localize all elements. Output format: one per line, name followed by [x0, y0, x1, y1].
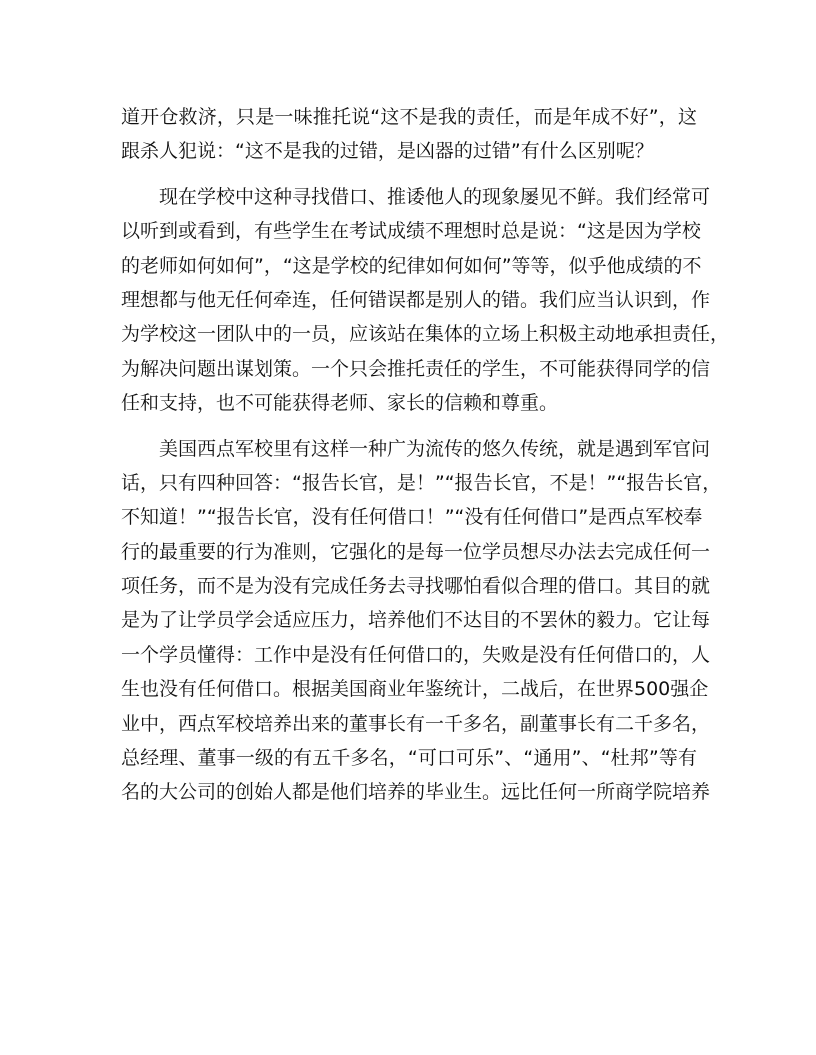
text-line: 业中，西点军校培养出来的董事长有一千多名，副董事长有二千多名，: [121, 712, 711, 735]
paragraph-1: [121, 100, 697, 169]
text-line: 美国西点军校里有这样一种广为流传的悠久传统，就是遇到军官问: [159, 437, 711, 460]
text-line: 一个学员懂得：工作中是没有任何借口的，失败是没有任何借口的，人: [121, 643, 711, 666]
paragraph-2: [121, 180, 730, 421]
text-line: 道开仓救济，只是一味推托说“这不是我的责任，而是年成不好”，这: [121, 106, 697, 128]
text-line: 不知道！”“报告长官，没有任何借口！”“没有任何借口”是西点军校奉: [121, 506, 703, 529]
text-line: 现在学校中这种寻找借口、推诿他人的现象屡见不鲜。我们经常可: [159, 185, 711, 208]
text-line: 为学校这一团队中的一员，应该站在集体的立场上积极主动地承担责任，: [121, 323, 730, 346]
text-line: 行的最重要的行为准则，它强化的是每一位学员想尽办法去完成任何一: [121, 540, 711, 563]
text-line: 为解决问题出谋划策。一个只会推托责任的学生，不可能获得同学的信: [121, 357, 711, 380]
text-line: 生也没有任何借口。根据美国商业年鉴统计，二战后，在世界500强企: [121, 678, 709, 701]
paragraph-3: [121, 432, 722, 810]
text-line: 是为了让学员学会适应压力，培养他们不达目的不罢休的毅力。它让每: [121, 609, 711, 632]
text-line: 话，只有四种回答：“报告长官，是！”“报告长官，不是！”“报告长官，: [121, 471, 722, 494]
text-line: 的老师如何如何”，“这是学校的纪律如何如何”等等，似乎他成绩的不: [121, 254, 702, 277]
text-line: 以听到或看到，有些学生在考试成绩不理想时总是说：“这是因为学校: [121, 220, 701, 243]
text-line: 任和支持，也不可能获得老师、家长的信赖和尊重。: [121, 392, 559, 415]
text-line: 项任务，而不是为没有完成任务去寻找哪怕看似合理的借口。其目的就: [121, 575, 711, 598]
body-text: [121, 100, 730, 810]
text-line: 理想都与他无任何牵连，任何错误都是别人的错。我们应当认识到，作: [121, 288, 711, 311]
text-line: 总经理、董事一级的有五千多名，“可口可乐”、“通用”、“杜邦”等有: [121, 747, 697, 770]
text-line: 名的大公司的创始人都是他们培养的毕业生。远比任何一所商学院培养: [121, 781, 711, 804]
text-line: 跟杀人犯说：“这不是我的过错，是凶器的过错”有什么区别呢？: [121, 140, 654, 163]
